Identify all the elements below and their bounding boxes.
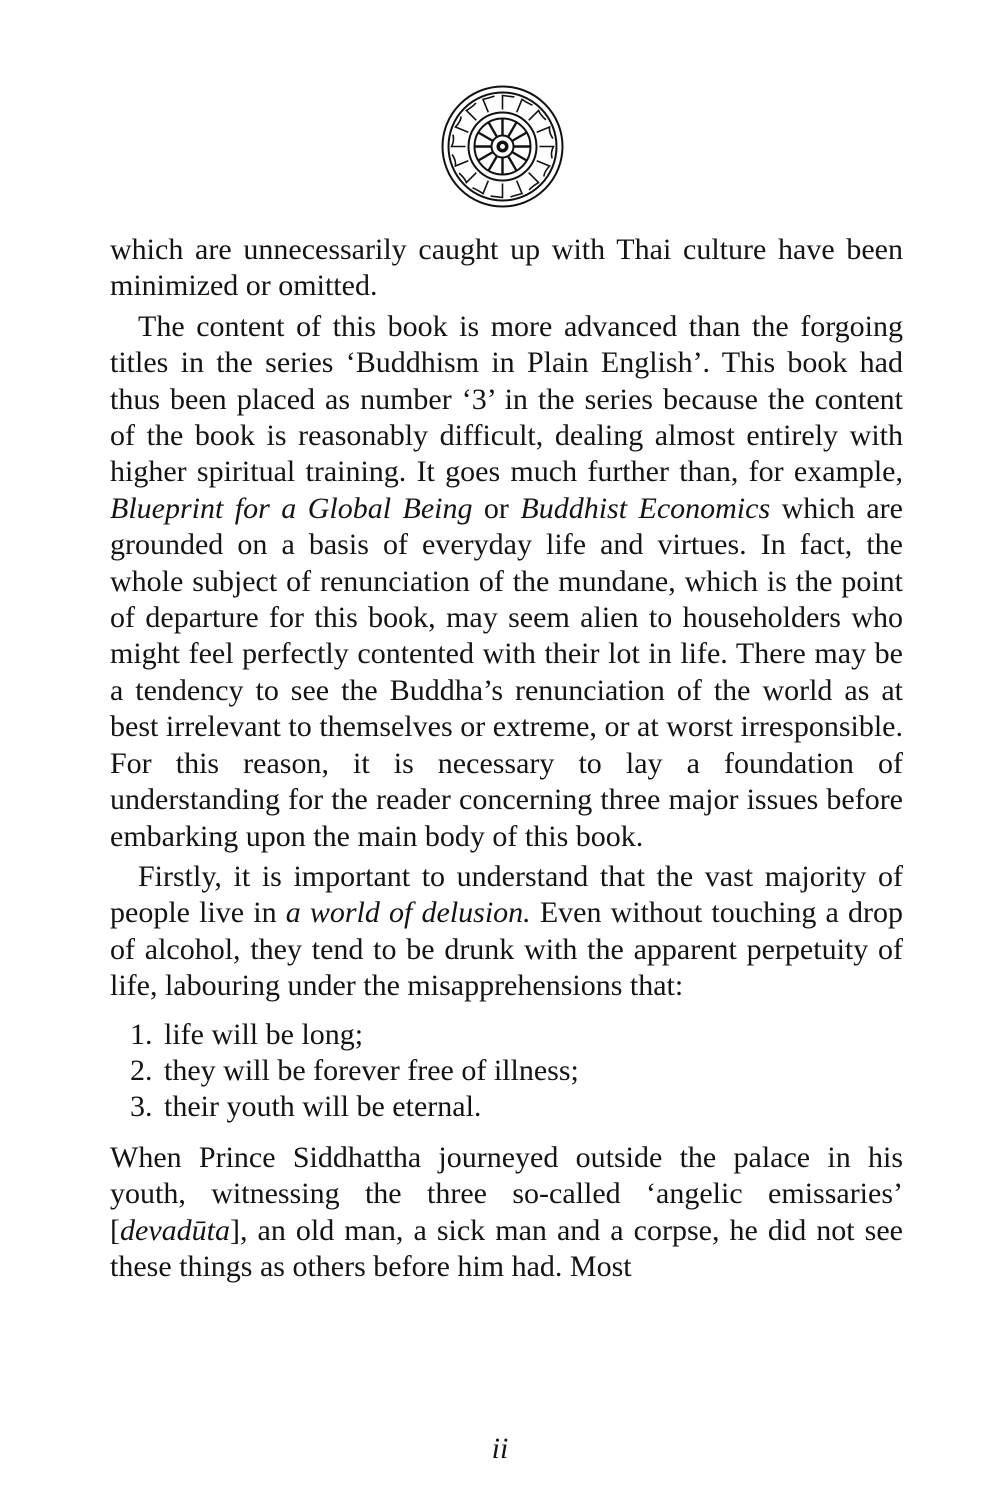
text-run: which are grounded on a basis of everyday life and virtues. In fact, the whole subject of renunciation of the mundane, which is the point of departure for this book, may seem alien to householders who might feel perfectly contented with their lot in life. There may be a tendency to see the Buddha’s renunciation of the world as at best irrelevant to themselves or extreme, or at worst irresponsible. For this reason, it is necessary to lay a foundation of understanding for the reader concerning three major issues before embarking upon the main body of this book. (110, 491, 903, 853)
misapprehensions-list (130, 1017, 903, 1126)
paragraph-content-level (110, 309, 903, 855)
wheel-spoke (508, 122, 517, 137)
wheel-spoke (512, 152, 527, 161)
list-number: 1. (130, 1017, 153, 1051)
pali-term: devadūta (120, 1213, 230, 1247)
text-run: The content of this book is more advanced than the forgoing titles in the series ‘Buddhism in Plain English’. This book had thus been placed as number ‘3’ in the series because the content of the book is reasonably difficult, dealing almost entirely with higher spiritual training. It goes much further than, for example, (110, 309, 903, 489)
book-title: Blueprint for a Global Being (110, 491, 473, 525)
wheel-ornament-curl (537, 127, 553, 139)
paragraph-continued: which are unnecessarily caught up with Thai culture have been minimized or omitted. (110, 233, 903, 303)
wheel-ornament-curl (540, 147, 554, 159)
wheel-ornament-curl (537, 161, 550, 177)
wheel-spoke (478, 152, 493, 161)
wheel-ornament-curl (483, 96, 495, 112)
wheel-spoke (489, 156, 498, 171)
list-item (130, 1053, 903, 1089)
text-run: When Prince Siddhattha journeyed outside the palace in his youth, witnessing the three so-called ‘angelic emissaries’ [ (110, 1140, 903, 1247)
wheel-ornament-curl (455, 117, 468, 133)
wheel-ornament-curl (503, 96, 515, 110)
wheel-ornament-curl (452, 155, 468, 167)
list-number: 2. (130, 1053, 153, 1087)
list-text: life will be long; (164, 1017, 364, 1051)
text-run: ], an old man, a sick man and a corpse, he did not see these things as others before him had. Most (110, 1213, 903, 1283)
text-run: Firstly, it is important to understand that the vast majority of people live in (110, 859, 903, 930)
wheel-ornament-curl (473, 181, 489, 194)
wheel-ornament-curl (491, 184, 503, 198)
wheel-ornament-curl (511, 181, 523, 197)
text-run: Even without touching a drop of alcohol, they tend to be drunk with the apparent perpetuity of life, labouring under the misapprehensions that: (110, 896, 903, 1003)
emphasis-text: a world of delusion. (285, 896, 531, 930)
text-run: or (472, 491, 521, 525)
wheel-ornament-curl (517, 99, 533, 112)
wheel-spoke (489, 122, 498, 137)
list-text: they will be forever free of illness; (164, 1053, 579, 1087)
list-item (130, 1017, 903, 1053)
list-number: 3. (130, 1090, 153, 1124)
paragraph-delusion (110, 859, 903, 1005)
paragraph-prince-siddhattha (110, 1140, 903, 1286)
list-text: their youth will be eternal. (164, 1090, 482, 1124)
list-item (130, 1089, 903, 1125)
main-text (110, 232, 903, 1285)
page-number: ii (491, 1432, 509, 1465)
wheel-spoke (478, 133, 493, 142)
wheel-spoke (512, 133, 527, 142)
book-title: Buddhist Economics (520, 491, 771, 525)
wheel-spoke (508, 156, 517, 171)
dharma-wheel-icon (440, 84, 565, 209)
wheel-ornament-curl (452, 135, 466, 147)
